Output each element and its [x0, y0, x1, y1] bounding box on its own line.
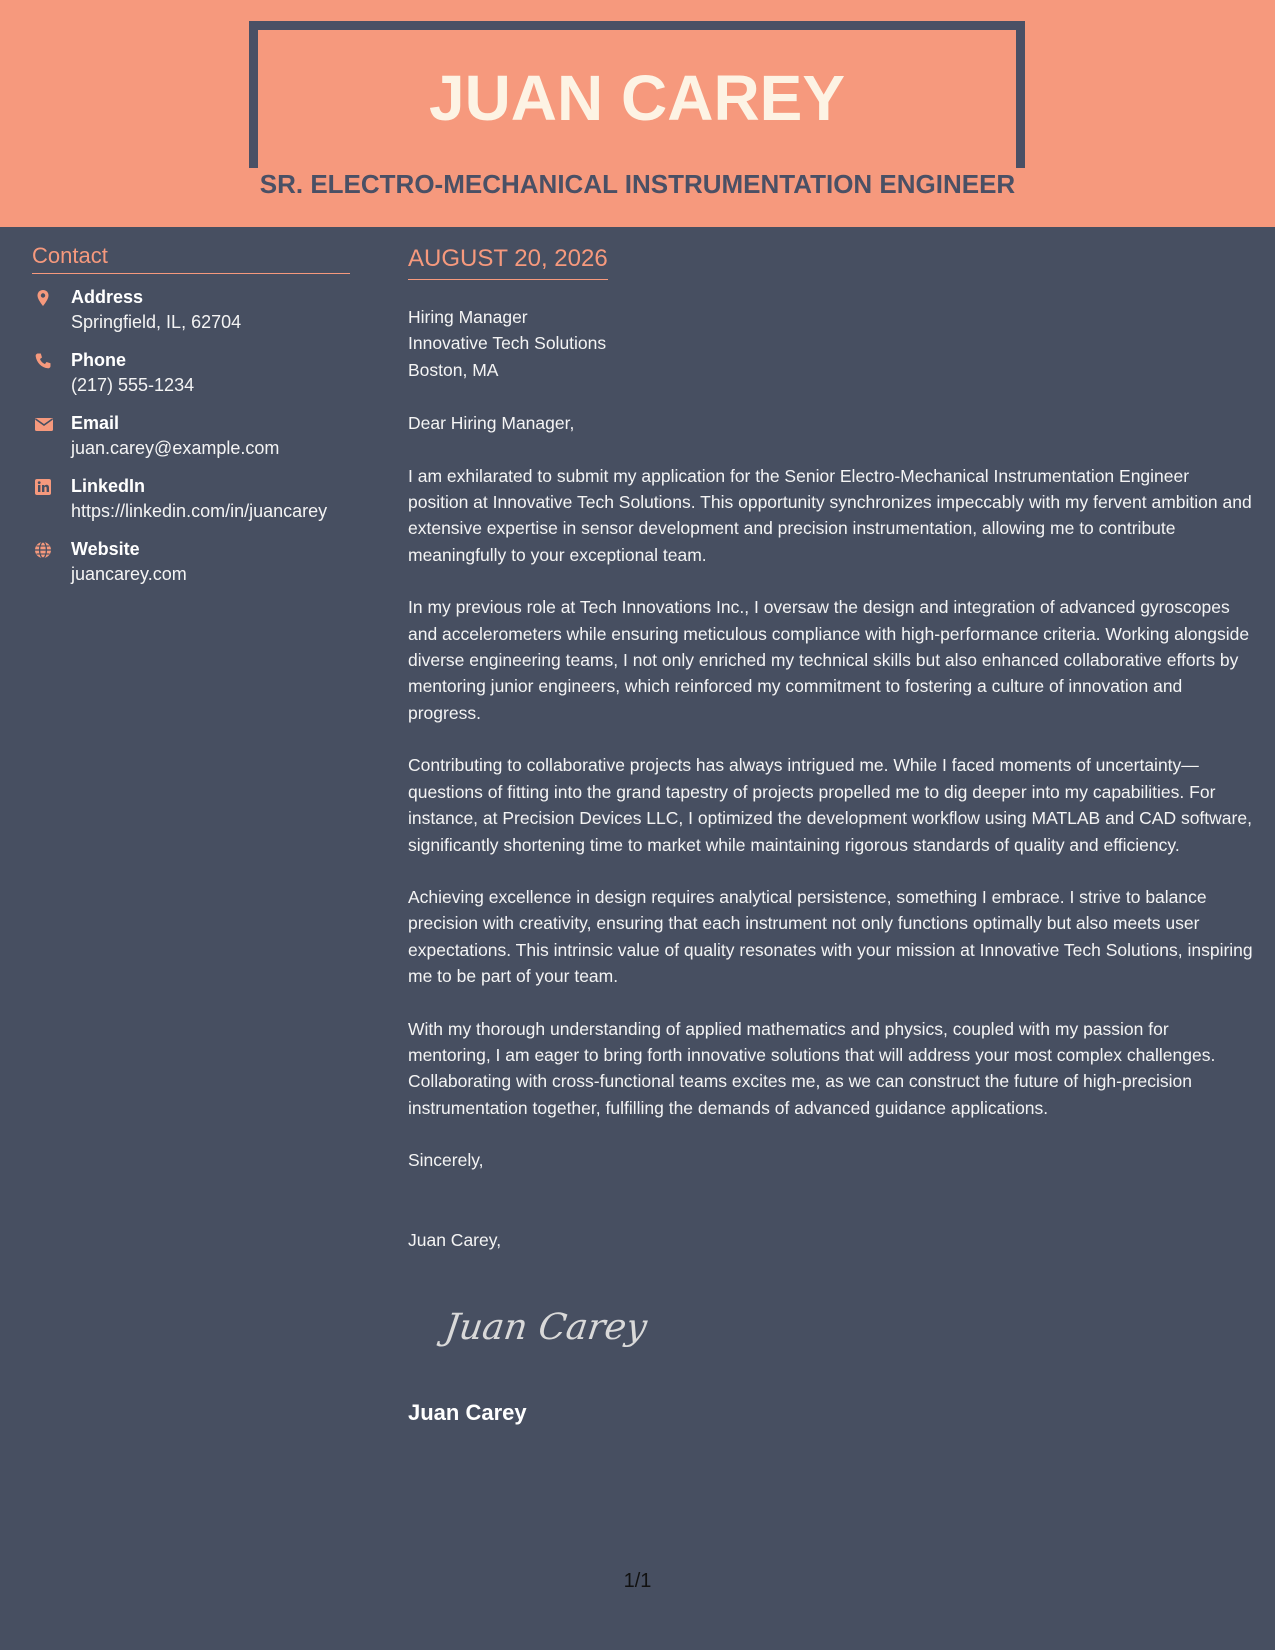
closing-name: Juan Carey, [408, 1229, 502, 1250]
job-title: SR. ELECTRO-MECHANICAL INSTRUMENTATION ENGINEER [259, 169, 1016, 199]
letter-paragraph: In my previous role at Tech Innovations Inc., I oversaw the design and integration of advanced gyroscopes and accelerometers while ensuring meticulous compliance with high-performance criteria. Working alongside diverse engineering teams, I not only enriched my technical skills but also enhanced collaborative efforts by mentoring junior engineers, which reinforced my commitment to fostering a culture of innovation and progress. [408, 597, 1250, 723]
contact-label: Phone [71, 350, 127, 370]
contact-value: juancarey.com [71, 564, 187, 584]
letter-body [408, 304, 1253, 1253]
contact-value: Springfield, IL, 62704 [71, 312, 242, 332]
closing: Sincerely, [408, 1150, 484, 1171]
contact-label: Website [71, 539, 140, 559]
signature-name: Juan Carey [408, 1400, 527, 1425]
contact-label: Email [71, 413, 120, 433]
contact-value: https://linkedin.com/in/juancarey [71, 501, 328, 521]
letter-paragraph: I am exhilarated to submit my application for the Senior Electro-Mechanical Instrumentation Engineer position at Innovative Tech Solutions. This opportunity synchronizes impeccably with my fervent ambition and extensive expertise in sensor development and precision instrumentation, allowing me to contribute meaningfully to your exceptional team. [408, 465, 1252, 565]
map-pin-icon [34, 289, 52, 307]
letter-date: AUGUST 20, 2026 [408, 245, 608, 280]
contact-value: juan.carey@example.com [71, 438, 280, 458]
contact-label: LinkedIn [71, 476, 146, 496]
signature: Juan Carey [442, 1307, 650, 1348]
contact-value: (217) 555-1234 [71, 375, 195, 395]
contact-label: Address [71, 287, 144, 307]
globe-icon [34, 541, 52, 559]
phone-icon [34, 352, 52, 370]
recipient-line: Boston, MA [408, 359, 499, 380]
recipient-line: Hiring Manager [408, 307, 528, 327]
letter-paragraph: Achieving excellence in design requires analytical persistence, something I embrace. I strive to balance precision with creativity, ensuring that each instrument not only functions optimally but also meets user expectations. This intrinsic value of quality resonates with your mission at Innovative Tech Solutions, inspiring me to be part of your team. [408, 886, 1253, 987]
envelope-icon [34, 415, 52, 433]
letter-paragraph: With my thorough understanding of applied mathematics and physics, coupled with my passion for mentoring, I am eager to bring forth innovative solutions that will address your most complex challenges. Collaborating with cross-functional teams excites me, as we can construct the future of high-precision instrumentation together, fulfilling the demands of advanced guidance applications. [408, 1018, 1216, 1118]
recipient-line: Innovative Tech Solutions [408, 333, 607, 354]
linkedin-icon [34, 478, 52, 496]
recipient-block [408, 304, 1253, 383]
page-number: 1/1 [623, 1570, 652, 1592]
contact-heading: Contact [32, 243, 350, 274]
applicant-name: JUAN CAREY [428, 62, 846, 134]
salutation: Dear Hiring Manager, [408, 413, 575, 434]
letter-paragraph: Contributing to collaborative projects has always intrigued me. While I faced moments of uncertainty—questions of fitting into the grand tapestry of projects propelled me to dig deeper into my capabilities. For instance, at Precision Devices LLC, I optimized the development workflow using MATLAB and CAD software, significantly shortening time to market while maintaining rigorous standards of quality and efficiency. [408, 755, 1252, 855]
